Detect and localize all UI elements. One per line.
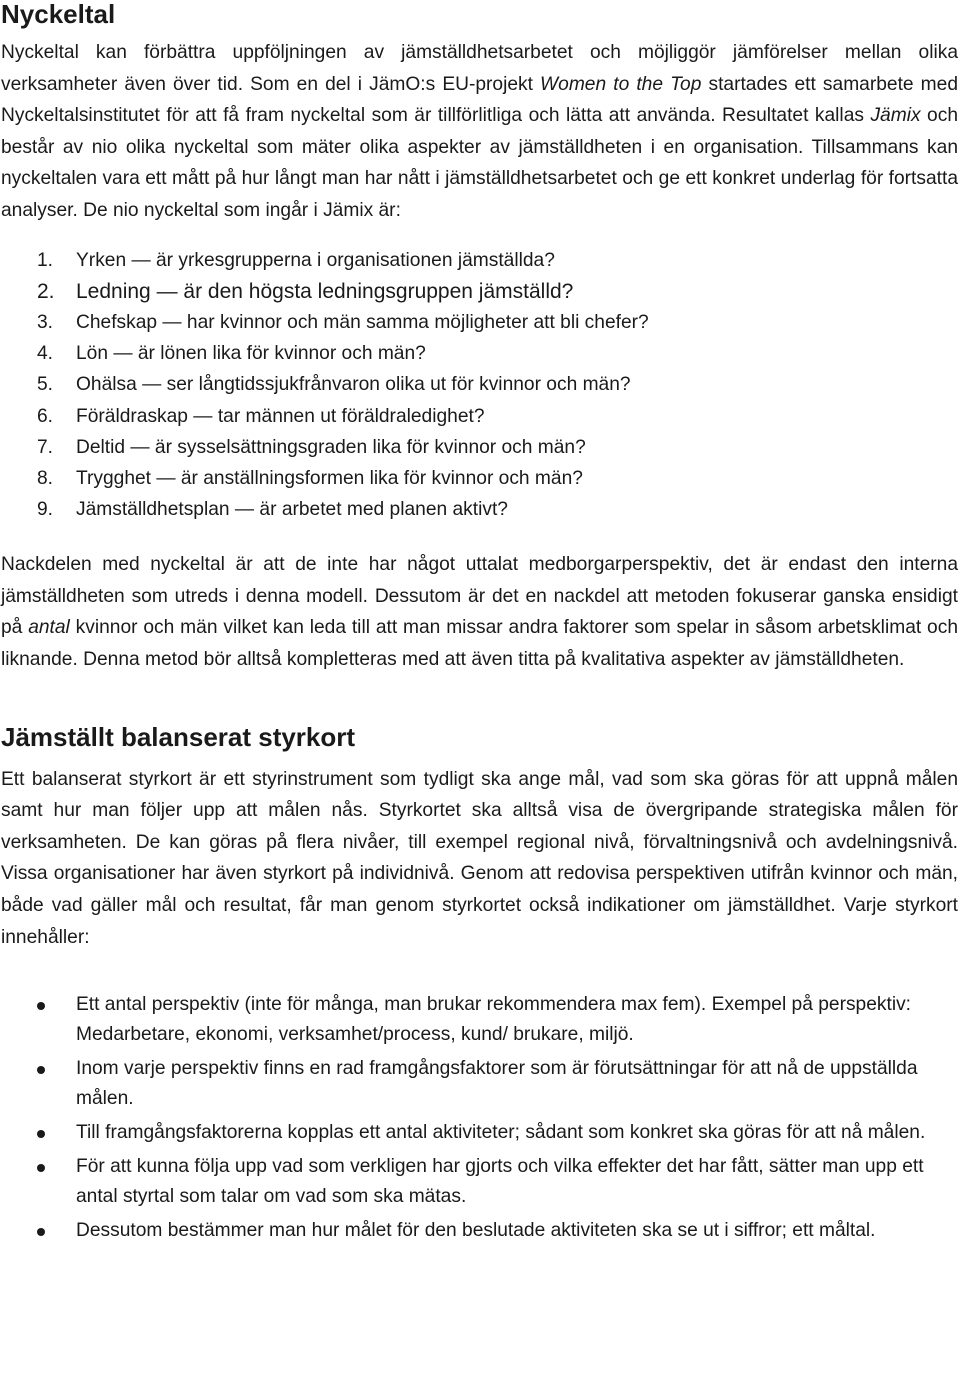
list-item-number: 8.: [37, 467, 54, 489]
list-item: [1, 338, 958, 369]
list-item: [1, 990, 958, 1050]
section-heading-nyckeltal: Nyckeltal: [1, 0, 116, 29]
list-item: [1, 307, 958, 338]
list-item-text: Ohälsa — ser långtidssjukfrånvaron olika ut för kvinnor och män?: [76, 374, 631, 396]
list-item: [1, 1216, 958, 1246]
section-heading-styrkort: Jämställt balanserat styrkort: [1, 721, 356, 752]
list-item-number: 4.: [37, 343, 54, 365]
list-item-text: Jämställdhetsplan — är arbetet med planen aktivt?: [76, 499, 508, 521]
list-item: [1, 463, 958, 494]
list-item: [1, 432, 958, 463]
list-item-text: Föräldraskap — tar männen ut föräldraledighet?: [76, 405, 485, 427]
list-item: [1, 401, 958, 432]
drawback-text-2: kvinnor och män vilket kan leda till att man missar andra faktorer som spelar in såsom arbetsklimat och liknande. Denna metod bör alltså kompletteras med att även titta på kvalitativa aspekter av jämställdheten.: [1, 617, 958, 671]
list-item-text: Lön — är lönen lika för kvinnor och män?: [76, 343, 426, 365]
list-item-text: För att kunna följa upp vad som verkligen har gjorts och vilka effekter det har fått, sätter man upp ett antal styrtal som talar om vad som ska mätas.: [76, 1156, 924, 1208]
bullet-icon: [37, 1228, 45, 1236]
list-item-text: Ett antal perspektiv (inte för många, man brukar rekommendera max fem). Exempel på perspektiv: Medarbetare, ekonomi, verksamhet/process, kund/ brukare, miljö.: [76, 994, 912, 1046]
bullet-icon: [37, 1164, 45, 1172]
drawback-paragraph: [1, 549, 958, 675]
drawback-text-1: Nackdelen med nyckeltal är att de inte har något uttalat medborgarperspektiv, det är endast den interna jämställdheten som utreds i denna modell. Dessutom är det en nackdel att metoden fokuserar ganska ensidigt på: [1, 554, 958, 639]
list-item-text: Trygghet — är anställningsformen lika för kvinnor och män?: [76, 467, 583, 489]
list-item: [1, 276, 958, 307]
list-item: [1, 1118, 958, 1148]
list-item-number: 2.: [37, 279, 55, 303]
list-item-number: 3.: [37, 311, 54, 333]
list-item-text: Yrken — är yrkesgrupperna i organisationen jämställda?: [76, 249, 555, 271]
bullet-icon: [37, 1130, 45, 1138]
list-item: [1, 494, 958, 525]
intro-paragraph: [1, 37, 958, 227]
list-item-number: 9.: [37, 499, 54, 521]
list-item-text: Ledning — är den högsta ledningsgruppen jämställd?: [76, 279, 574, 303]
intro-emphasis-jamix: Jämix: [870, 105, 921, 127]
jamix-list: [1, 245, 958, 526]
bullet-icon: [37, 1066, 45, 1074]
list-item-number: 5.: [37, 374, 54, 396]
list-item: [1, 1152, 958, 1212]
intro-text-2: startades ett samarbete med Nyckeltalsinstitutet för att få fram nyckeltal som är tillförlitliga och lätta att använda. Resultatet kallas: [1, 73, 958, 127]
list-item-number: 6.: [37, 405, 54, 427]
bullet-icon: [37, 1002, 45, 1010]
list-item-text: Inom varje perspektiv finns en rad framgångsfaktorer som är förutsättningar för att nå de uppställda målen.: [76, 1058, 918, 1110]
list-item-text: Deltid — är sysselsättningsgraden lika för kvinnor och män?: [76, 436, 586, 458]
styrkort-list: [1, 990, 958, 1246]
list-item-text: Till framgångsfaktorerna kopplas ett antal aktiviteter; sådant som konkret ska göras för att nå målen.: [76, 1122, 926, 1144]
list-item-number: 7.: [37, 436, 54, 458]
list-item-text: Chefskap — har kvinnor och män samma möjligheter att bli chefer?: [76, 311, 649, 333]
list-item-text: Dessutom bestämmer man hur målet för den beslutade aktiviteten ska se ut i siffror; ett måltal.: [76, 1220, 876, 1242]
drawback-emphasis: antal: [28, 617, 70, 639]
list-item: [1, 369, 958, 400]
intro-text-3: och består av nio olika nyckeltal som mäter olika aspekter av jämställdheten i en organisation. Tillsammans kan nyckeltalen vara ett mått på hur långt man har nått i jämställdhetsarbetet och ge ett konkret underlag för fortsatta analyser. De nio nyckeltal som ingår i Jämix är:: [1, 105, 958, 221]
list-item: [1, 1054, 958, 1114]
styrkort-paragraph: Ett balanserat styrkort är ett styrinstrument som tydligt ska ange mål, vad som ska göras för att uppnå målen samt hur man följer upp att målen nås. Styrkortet ska alltså visa de övergripande strategiska målen för verksamheten. De kan göras på flera nivåer, till exempel regional nivå, förvaltningsnivå och avdelningsnivå. Vissa organisationer har även styrkort på individnivå. Genom att redovisa perspektiven utifrån kvinnor och män, både vad gäller mål och resultat, får man genom styrkortet också indikationer om jämställdhet. Varje styrkort innehåller:: [1, 768, 958, 948]
intro-emphasis-project: Women to the Top: [540, 73, 702, 95]
list-item: [1, 245, 958, 276]
list-item-number: 1.: [37, 249, 54, 271]
intro-text-1: Nyckeltal kan förbättra uppföljningen av jämställdhetsarbetet och möjliggör jämförelser mellan olika verksamheter även över tid. Som en del i JämO:s EU-projekt: [1, 42, 958, 95]
